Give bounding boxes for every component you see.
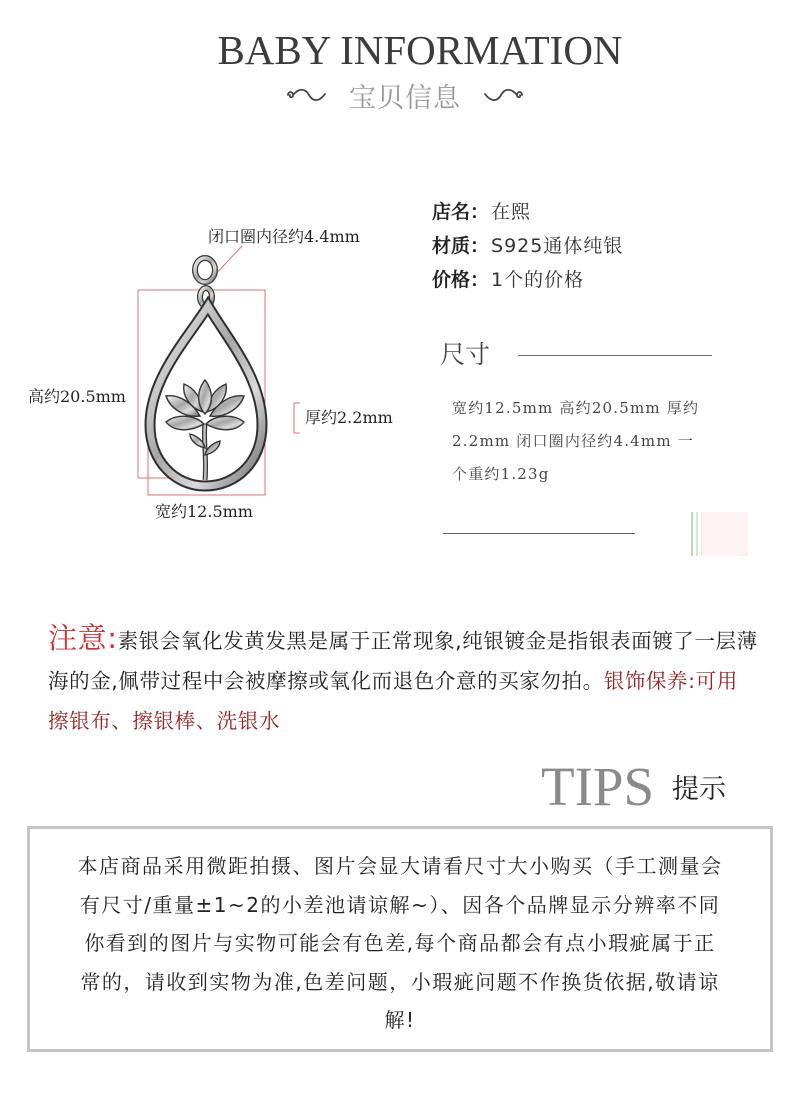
info-row-price bbox=[432, 263, 762, 297]
tips-line: 本店商品采用微距拍摄、图片会显大请看尺寸大小购买（手工测量会 bbox=[77, 854, 723, 878]
tips-line: 常的，请收到实物为准,色差问题，小瑕疵问题不作换货依据,敬请谅 bbox=[80, 969, 720, 994]
info-bottom-divider bbox=[443, 533, 635, 534]
swirl-ornament-icon bbox=[483, 86, 525, 104]
tips-box bbox=[27, 826, 773, 1052]
tips-line: 有尺寸/重量±1~2的小差池请谅解~）、因各个品牌显示分辨率不同 bbox=[79, 892, 721, 917]
size-description bbox=[452, 392, 752, 491]
thickness-label: 厚约2.2mm bbox=[305, 408, 393, 427]
info-label: 店名： bbox=[432, 201, 490, 223]
width-label: 宽约12.5mm bbox=[155, 502, 253, 521]
lotus-flower bbox=[166, 380, 244, 480]
info-row-shop bbox=[432, 195, 762, 229]
notice-paragraph bbox=[48, 618, 758, 741]
size-line: 个重约1.23g bbox=[452, 465, 550, 483]
page-title: BABY INFORMATION bbox=[217, 27, 623, 73]
jump-ring bbox=[195, 258, 215, 306]
tips-line: 你看到的图片与实物可能会有色差,每个商品都会有点小瑕疵属于正 bbox=[84, 931, 716, 955]
tips-line: 解! bbox=[384, 1008, 416, 1032]
info-value: 1个的价格 bbox=[491, 269, 585, 291]
info-row-material bbox=[432, 229, 762, 263]
size-line: 宽约12.5mm 高约20.5mm 厚约 bbox=[452, 399, 700, 417]
size-heading: 尺寸 bbox=[440, 340, 491, 369]
size-line: 2.2mm 闭口圈内径约4.4mm 一 bbox=[452, 432, 694, 450]
info-value: 在熙 bbox=[491, 201, 532, 223]
thickness-bracket bbox=[294, 403, 300, 433]
product-info bbox=[432, 195, 762, 297]
notice-label: 注意: bbox=[48, 621, 118, 655]
size-divider bbox=[518, 355, 712, 356]
info-label: 材质： bbox=[432, 235, 490, 257]
notice-text: 素银会氧化发黄发黑是属于正常现象,纯银镀金是指银表面镀了一层薄海的金,佩带过程中会被摩擦或氧化而退色介意的买家勿拍。 bbox=[48, 629, 758, 693]
info-value: S925通体纯银 bbox=[491, 235, 624, 257]
care-instructions: 银饰保养:可用擦银布、擦银棒、洗银水 bbox=[48, 669, 738, 733]
info-label: 价格： bbox=[432, 269, 490, 291]
ring-diameter-label: 闭口圈内径约4.4mm bbox=[208, 227, 360, 246]
page-subtitle: 宝贝信息 bbox=[349, 82, 461, 114]
height-label: 高约20.5mm bbox=[28, 387, 126, 406]
faded-thumbnail bbox=[688, 512, 748, 556]
tips-subtitle: 提示 bbox=[672, 774, 726, 805]
tips-title: TIPS bbox=[541, 756, 655, 817]
pendant-photo bbox=[0, 0, 420, 540]
